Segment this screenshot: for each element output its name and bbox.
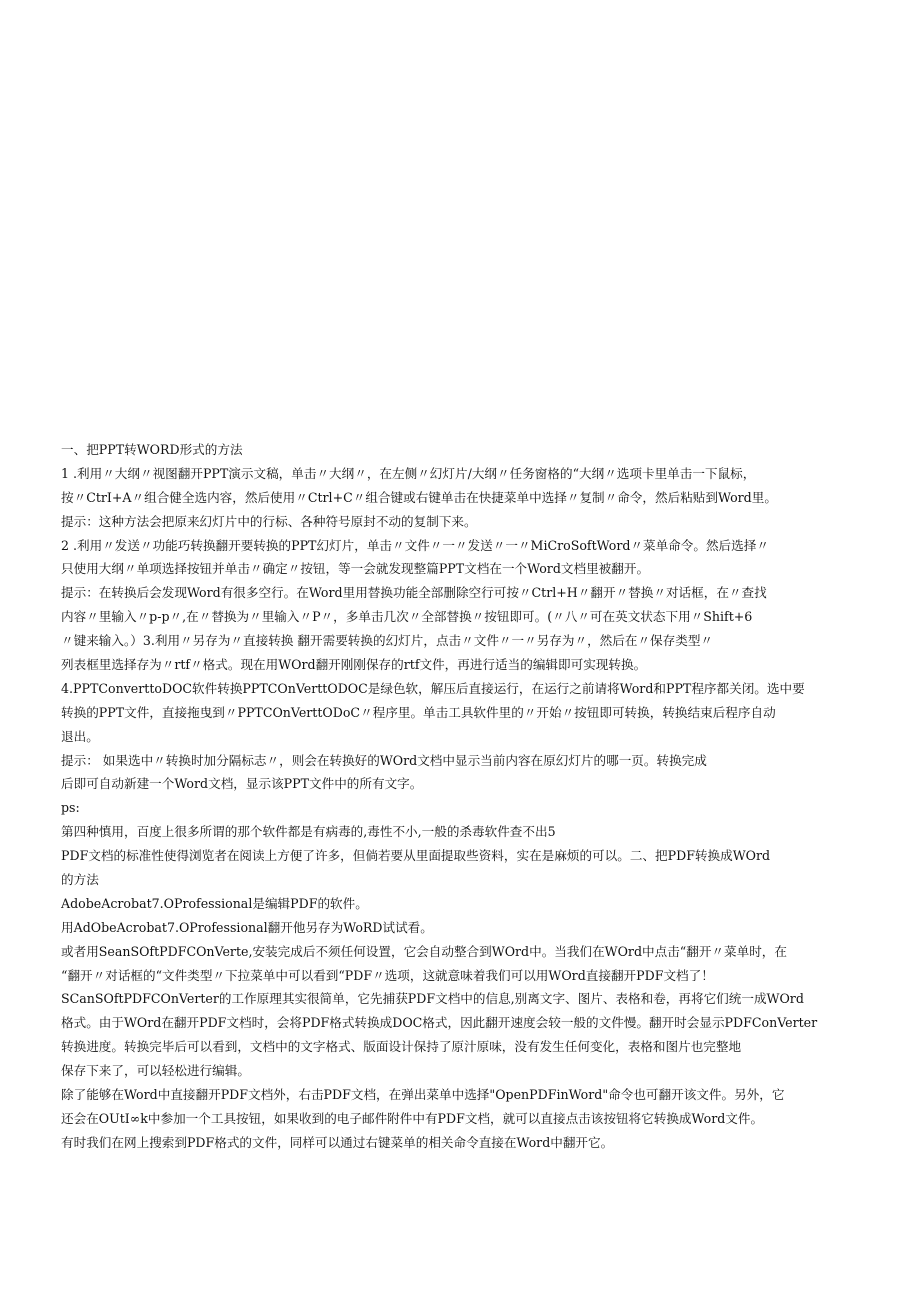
paragraph-line: 第四种慎用，百度上很多所谓的那个软件都是有病毒的,毒性不小,一般的杀毒软件查不出5 — [61, 824, 556, 840]
paragraph-line: 或者用SeanSOftPDFCOnVerte,安装完成后不须任何设置，它会自动整合到WOrd中。当我们在WOrd中点击“翻开〃菜单时，在 — [61, 943, 787, 959]
paragraph-line: 转换的PPT文件，直接拖曳到〃PPTCOnVerttODoC〃程序里。单击工具软件里的〃开始〃按钮即可转换，转换结束后程序自动 — [61, 704, 776, 720]
paragraph-line: 保存下来了，可以轻松进行编辑。 — [61, 1063, 250, 1079]
paragraph-line: 提示：这种方法会把原来幻灯片中的行标、各种符号原封不动的复制下来。 — [61, 513, 477, 529]
document-body — [61, 438, 861, 1155]
paragraph-line: 提示：在转换后会发现Word有很多空行。在Word里用替换功能全部删除空行可按〃Ctrl+H〃翻开〃替换〃对话框，在〃查找 — [61, 585, 767, 601]
paragraph-line: 转换进度。转换完毕后可以看到，文档中的文字格式、版面设计保持了原汁原味，没有发生任何变化，表格和图片也完整地 — [61, 1039, 742, 1055]
paragraph-line: ps: — [61, 800, 80, 816]
paragraph-line: 按〃CtrI+A〃组合健全选内容，然后使用〃Ctrl+C〃组合键或右键单击在快捷菜单中选择〃复制〃命令，然后粘贴到Word里。 — [61, 489, 777, 505]
paragraph-line: 1 .利用〃大纲〃视图翻开PPT演示文稿，单击〃大纲〃，在左侧〃幻灯片/大纲〃任务窗格的“大纲〃选项卡里单击一下鼠标， — [61, 465, 756, 481]
paragraph-line: SCanSOftPDFCOnVerter的工作原理其实很简单，它先捕获PDF文档中的信息,别离文字、图片、表格和卷，再将它们统一成WOrd — [61, 991, 804, 1007]
paragraph-line: 的方法 — [61, 872, 99, 888]
paragraph-line: 列表框里选择存为〃rtf〃格式。现在用WOrd翻开刚刚保存的rtf文件，再进行适当的编辑即可实现转换。 — [61, 657, 647, 673]
paragraph-line: 〃键来输入。）3.利用〃另存为〃直接转换 翻开需要转换的幻灯片，点击〃文件〃一〃另存为〃，然后在〃保存类型〃 — [61, 633, 714, 649]
heading-ppt-to-word: 一、把PPT转WORD形式的方法 — [61, 442, 243, 457]
paragraph-line: 有时我们在网上搜索到PDF格式的文件，同样可以通过右键菜单的相关命令直接在Word中翻开它。 — [61, 1134, 614, 1150]
paragraph-line: PDF文档的标准性使得浏览者在阅读上方便了许多，但倘若要从里面提取些资料，实在是麻烦的可以。二、把PDF转换成WOrd — [61, 848, 771, 864]
paragraph-line: 后即可自动新建一个Word文档，显示该PPT文件中的所有文字。 — [61, 776, 423, 792]
paragraph-line: 格式。由于WOrd在翻开PDF文档时，会将PDF格式转换成DOC格式，因此翻开速度会较一般的文件慢。翻开时会显示PDFConVerter — [61, 1015, 818, 1031]
paragraph-line: 除了能够在Word中直接翻开PDF文档外，右击PDF文档，在弹出菜单中选择"OpenPDFinWord"命令也可翻开该文件。另外，它 — [61, 1087, 785, 1103]
paragraph-line: 内容〃里输入〃p-p〃,在〃替换为〃里输入〃P〃，多单击几次〃全部替换〃按钮即可。(〃八〃可在英文状态下用〃Shift+6 — [61, 609, 753, 625]
paragraph-line: 退出。 — [61, 728, 99, 744]
paragraph-line: 4.PPTConverttoDOC软件转换PPTCOnVerttODOC是绿色软，解压后直接运行，在运行之前请将Word和PPT程序都关闭。选中要 — [61, 680, 805, 696]
paragraph-line: 提示： 如果选中〃转换时加分隔标志〃，则会在转换好的WOrd文档中显示当前内容在原幻灯片的哪一页。转换完成 — [61, 752, 707, 768]
paragraph-line: 还会在OUtI∞k中参加一个工具按钮，如果收到的电子邮件附件中有PDF文档，就可以直接点击该按钮将它转换成Word文件。 — [61, 1110, 764, 1126]
paragraph-line: 用AdObeAcrobat7.OProfessional翻开他另存为WoRD试试看。 — [61, 919, 433, 935]
paragraph-line: 只使用大纲〃单项选择按钮并单击〃确定〃按钮，等一会就发现整篇PPT文档在一个Word文档里被翻开。 — [61, 561, 650, 577]
paragraph-line: 2 .利用〃发送〃功能巧转换翻开要转换的PPT幻灯片，单击〃文件〃一〃发送〃一〃MiCroSoftWord〃菜单命令。然后选择〃 — [61, 537, 769, 553]
paragraph-line: AdobeAcrobat7.OProfessional是编辑PDF的软件。 — [61, 895, 368, 911]
paragraph-line: “翻开〃对话框的“文件类型〃下拉菜单中可以看到“PDF〃选项，这就意味着我们可以用WOrd直接翻开PDF文档了！ — [61, 967, 714, 983]
